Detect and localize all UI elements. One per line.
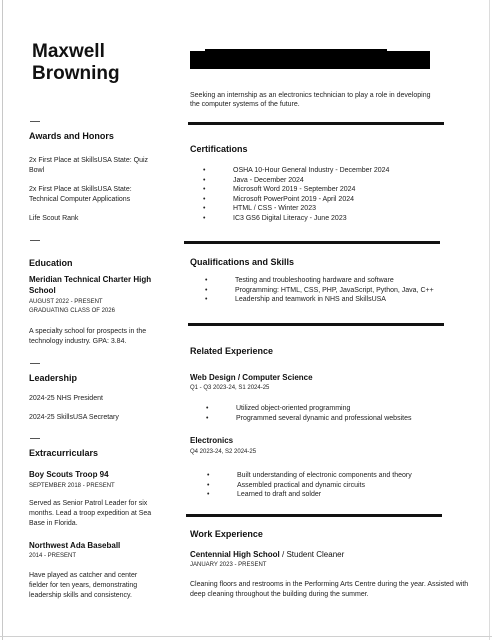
qualification-item: • Programming: HTML, CSS, PHP, JavaScript, Python, Java, C++ xyxy=(205,286,434,294)
related-bullet: • Utilized object-oriented programming xyxy=(206,405,351,412)
extracurricular-title: Boy Scouts Troop 94 xyxy=(29,470,109,479)
objective-text: Seeking an internship as an electronics technician to play a role in developing the computer systems of the future. xyxy=(190,92,431,108)
extracurricular-desc: Served as Senior Patrol Leader for six months. Lead a troop expedition at Sea Base in Florida. xyxy=(29,500,152,527)
section-rule xyxy=(186,514,442,517)
section-dash xyxy=(30,363,40,364)
certification-item: • Microsoft PowerPoint 2019 - April 2024 xyxy=(203,195,355,203)
certification-item: • OSHA 10-Hour General Industry - December 2024 xyxy=(203,167,390,174)
related-title: Web Design / Computer Science xyxy=(190,373,313,382)
award-item: Life Scout Rank xyxy=(29,215,79,222)
page-border-right xyxy=(489,0,490,640)
certification-item: • HTML / CSS - Winter 2023 xyxy=(203,205,316,213)
work-heading: Work Experience xyxy=(190,529,263,539)
awards-heading: Awards and Honors xyxy=(29,131,114,141)
related-bullet: • Programmed several dynamic and professional websites xyxy=(206,414,412,422)
last-name: Browning xyxy=(32,63,120,84)
related-title: Electronics xyxy=(190,436,234,445)
work-employer: Centennial High School / Student Cleaner xyxy=(190,550,345,559)
leadership-item: 2024-25 NHS President xyxy=(29,395,103,402)
certifications-heading: Certifications xyxy=(190,144,248,154)
education-dates: AUGUST 2022 - PRESENT xyxy=(29,299,103,305)
resume-name xyxy=(32,41,120,85)
qualification-item: • Testing and troubleshooting hardware and software xyxy=(205,277,394,284)
certification-item: • Java - December 2024 xyxy=(203,176,304,184)
section-dash xyxy=(30,240,40,241)
related-bullet: • Assembled practical and dynamic circuits xyxy=(207,481,365,489)
extracurriculars-heading: Extracurriculars xyxy=(29,448,99,458)
page-border-bottom xyxy=(0,636,492,637)
section-rule xyxy=(188,122,444,125)
education-desc: A specialty school for prospects in the technology industry. GPA: 3.84. xyxy=(29,328,147,345)
related-dates: Q1 - Q3 2023-24, S1 2024-25 xyxy=(190,385,270,391)
award-item: 2x First Place at SkillsUSA State: Technical Computer Applications xyxy=(29,186,132,203)
award-item: 2x First Place at SkillsUSA State: Quiz Bowl xyxy=(29,157,149,174)
section-rule xyxy=(184,241,440,244)
related-dates: Q4 2023-24, S2 2024-25 xyxy=(190,449,257,455)
qualifications-heading: Qualifications and Skills xyxy=(190,257,295,267)
extracurricular-title: Northwest Ada Baseball xyxy=(29,541,121,550)
related-bullet: • Built understanding of electronic components and theory xyxy=(207,472,412,479)
page-border-left xyxy=(2,0,3,640)
extracurricular-dates: 2014 - PRESENT xyxy=(29,553,77,559)
certification-item: • IC3 GS6 Digital Literacy - June 2023 xyxy=(203,214,347,222)
leadership-item: 2024-25 SkillsUSA Secretary xyxy=(29,414,119,421)
extracurricular-dates: SEPTEMBER 2018 - PRESENT xyxy=(29,483,115,489)
certification-item: • Microsoft Word 2019 - September 2024 xyxy=(203,186,356,194)
redacted-contact-block xyxy=(190,51,430,69)
related-heading: Related Experience xyxy=(190,346,274,356)
related-bullet: • Learned to draft and solder xyxy=(207,491,322,499)
section-rule xyxy=(188,323,444,326)
work-desc: Cleaning floors and restrooms in the Performing Arts Centre during the year. Assisted with deep cleaning throughout the building during the summer. xyxy=(190,581,469,598)
qualification-item: • Leadership and teamwork in NHS and SkillsUSA xyxy=(205,296,386,304)
education-heading: Education xyxy=(29,258,73,268)
education-school: Meridian Technical Charter High School xyxy=(29,275,152,295)
education-grad: GRADUATING CLASS OF 2026 xyxy=(29,308,115,314)
section-dash xyxy=(30,438,40,439)
extracurricular-desc: Have played as catcher and center fielder for ten years, demonstrating leadership skills and consistency. xyxy=(29,572,138,599)
leadership-heading: Leadership xyxy=(29,373,78,383)
first-name: Maxwell xyxy=(32,41,105,62)
work-dates: JANUARY 2023 - PRESENT xyxy=(190,562,267,568)
section-dash xyxy=(30,121,40,122)
